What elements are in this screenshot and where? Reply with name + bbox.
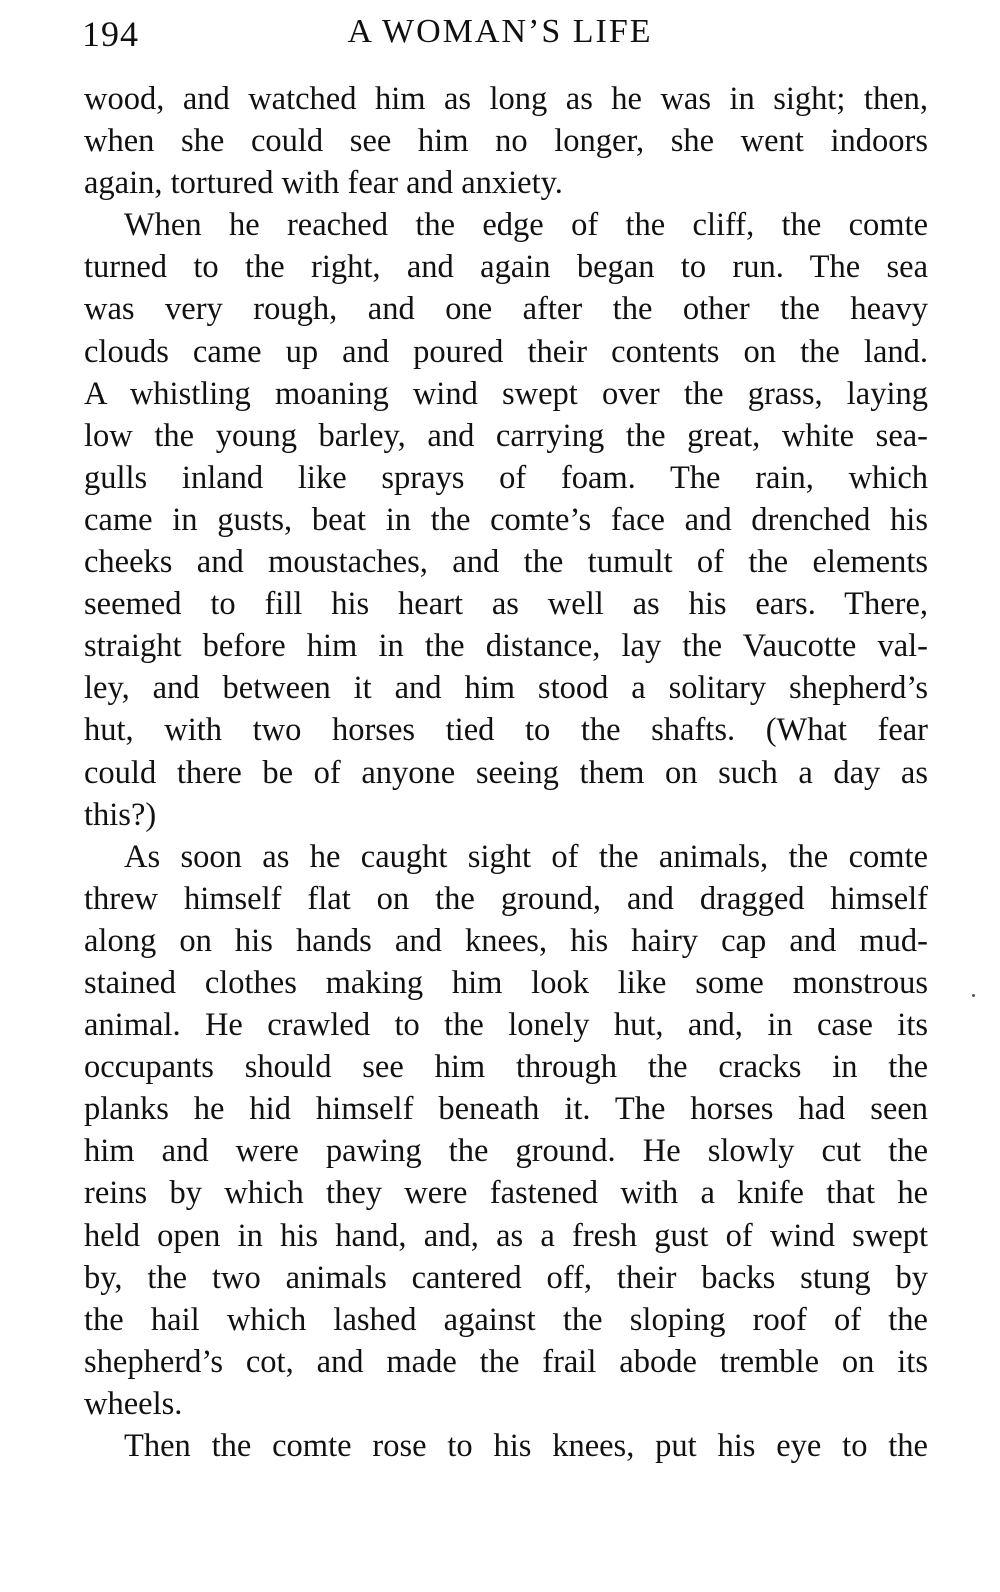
text-line: again, tortured with fear and anxiety. (84, 165, 563, 202)
print-speck (972, 994, 975, 997)
text-line: ley, and between it and him stood a solitary shepherd’s (84, 670, 928, 707)
text-line: by, the two animals cantered off, their backs stung by (84, 1259, 928, 1296)
text-line: hut, with two horses tied to the shafts. (What fear (84, 712, 928, 749)
text-line: this?) (84, 796, 157, 833)
text-line: wheels. (84, 1385, 183, 1422)
text-line: Then the comte rose to his knees, put his eye to the (124, 1428, 928, 1464)
text-line: could there be of anyone seeing them on such a day as (84, 754, 928, 791)
text-line: gulls inland like sprays of foam. The rain, which (84, 459, 928, 496)
text-line: When he reached the edge of the cliff, the comte (124, 207, 928, 244)
text-line: straight before him in the distance, lay the Vaucotte val- (84, 628, 928, 665)
running-head-title: A WOMAN’S LIFE (347, 13, 653, 50)
text-line: stained clothes making him look like some monstrous (84, 964, 928, 1001)
text-line: threw himself flat on the ground, and dragged himself (84, 880, 928, 917)
text-line: turned to the right, and again began to run. The sea (84, 249, 928, 286)
page-number: 194 (82, 14, 139, 54)
text-line: animal. He crawled to the lonely hut, and, in case its (84, 1007, 928, 1044)
text-line: when she could see him no longer, she went indoors (84, 123, 928, 160)
text-line: low the young barley, and carrying the great, white sea- (84, 417, 928, 454)
text-line: shepherd’s cot, and made the frail abode tremble on its (84, 1343, 928, 1380)
text-line: held open in his hand, and, as a fresh gust of wind swept (84, 1217, 928, 1254)
text-line: along on his hands and knees, his hairy cap and mud- (84, 922, 928, 959)
text-line: A whistling moaning wind swept over the grass, laying (84, 375, 928, 412)
text-line: occupants should see him through the cracks in the (84, 1049, 928, 1086)
text-line: planks he hid himself beneath it. The horses had seen (84, 1091, 928, 1128)
text-line: clouds came up and poured their contents on the land. (84, 333, 928, 370)
text-line: As soon as he caught sight of the animals, the comte (124, 838, 928, 875)
text-line: wood, and watched him as long as he was in sight; then, (84, 81, 928, 117)
text-line: the hail which lashed against the sloping roof of the (84, 1301, 928, 1338)
text-line: came in gusts, beat in the comte’s face and drenched his (84, 501, 928, 538)
text-line: seemed to fill his heart as well as his ears. There, (84, 586, 928, 623)
text-line: was very rough, and one after the other the heavy (84, 291, 928, 328)
text-line: cheeks and moustaches, and the tumult of the elements (84, 544, 928, 581)
text-line: him and were pawing the ground. He slowly cut the (84, 1133, 928, 1170)
body-text (84, 78, 928, 1467)
text-line: reins by which they were fastened with a knife that he (84, 1175, 928, 1212)
